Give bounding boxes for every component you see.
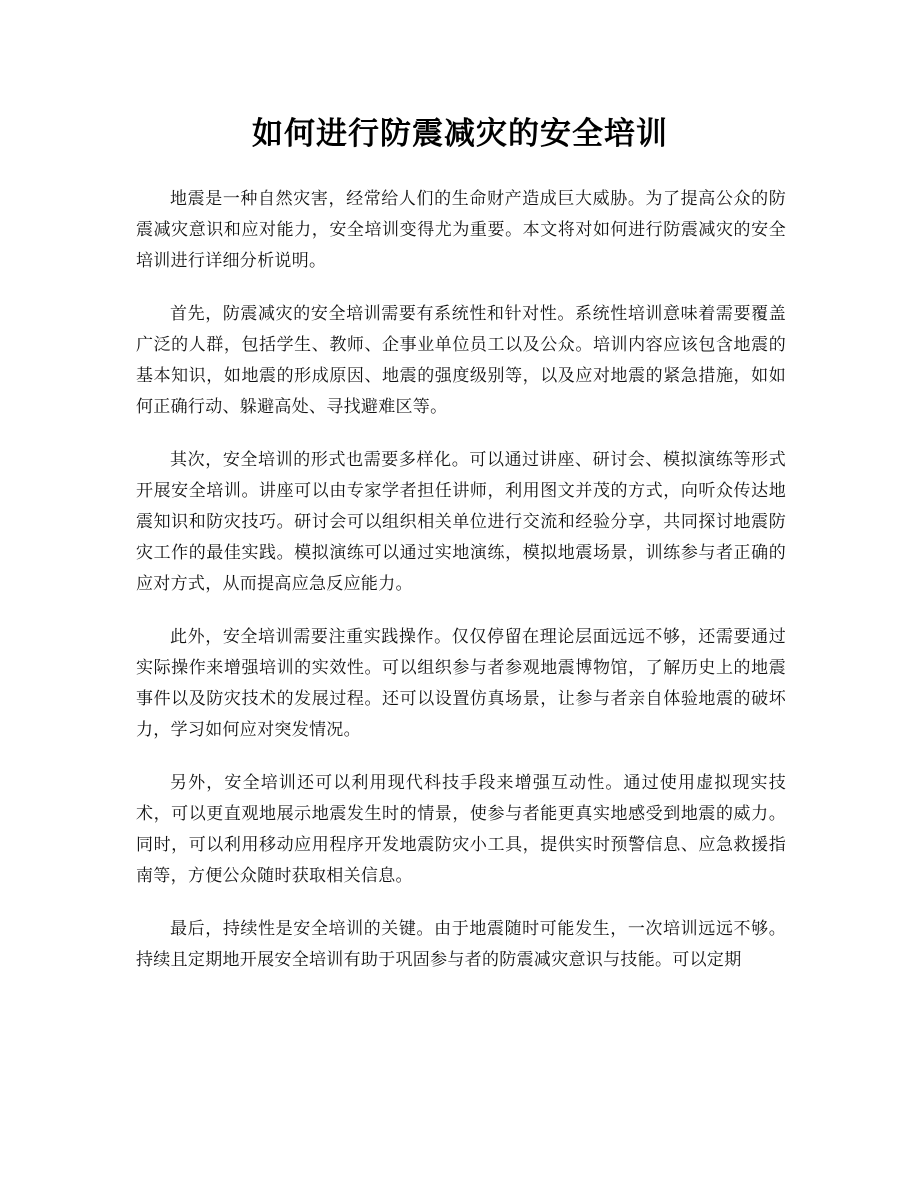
paragraph-technology: 另外，安全培训还可以利用现代科技手段来增强互动性。通过使用虚拟现实技术，可以更直观地展示地震发生时的情景，使参与者能更真实地感受到地震的威力。同时，可以利用移动应用程序开发地震防灾小工具，提供实时预警信息、应急救援指南等，方便公众随时获取相关信息。 — [136, 773, 786, 886]
paragraph-intro: 地震是一种自然灾害，经常给人们的生命财产造成巨大威胁。为了提高公众的防震减灾意识和应对能力，安全培训变得尤为重要。本文将对如何进行防震减灾的安全培训进行详细分析说明。 — [136, 189, 786, 271]
paragraph-practice: 此外，安全培训需要注重实践操作。仅仅停留在理论层面远远不够，还需要通过实际操作来增强培训的实效性。可以组织参与者参观地震博物馆，了解历史上的地震事件以及防灾技术的发展过程。还可以设置仿真场景，让参与者亲自体验地震的破坏力，学习如何应对突发情况。 — [136, 627, 786, 740]
page-title: 如何进行防震减灾的安全培训 — [252, 116, 668, 152]
paragraph-forms: 其次，安全培训的形式也需要多样化。可以通过讲座、研讨会、模拟演练等形式开展安全培训。讲座可以由专家学者担任讲师，利用图文并茂的方式，向听众传达地震知识和防灾技巧。研讨会可以组织相关单位进行交流和经验分享，共同探讨地震防灾工作的最佳实践。模拟演练可以通过实地演练，模拟地震场景，训练参与者正确的应对方式，从而提高应急反应能力。 — [136, 450, 786, 594]
document-body — [136, 184, 786, 998]
paragraph-continuity: 最后，持续性是安全培训的关键。由于地震随时可能发生，一次培训远远不够。持续且定期地开展安全培训有助于巩固参与者的防震减灾意识与技能。可以定期 — [136, 919, 786, 970]
paragraph-systematic: 首先，防震减灾的安全培训需要有系统性和针对性。系统性培训意味着需要覆盖广泛的人群，包括学生、教师、企事业单位员工以及公众。培训内容应该包含地震的基本知识，如地震的形成原因、地震的强度级别等，以及应对地震的紧急措施，如如何正确行动、躲避高处、寻找避难区等。 — [136, 304, 786, 417]
